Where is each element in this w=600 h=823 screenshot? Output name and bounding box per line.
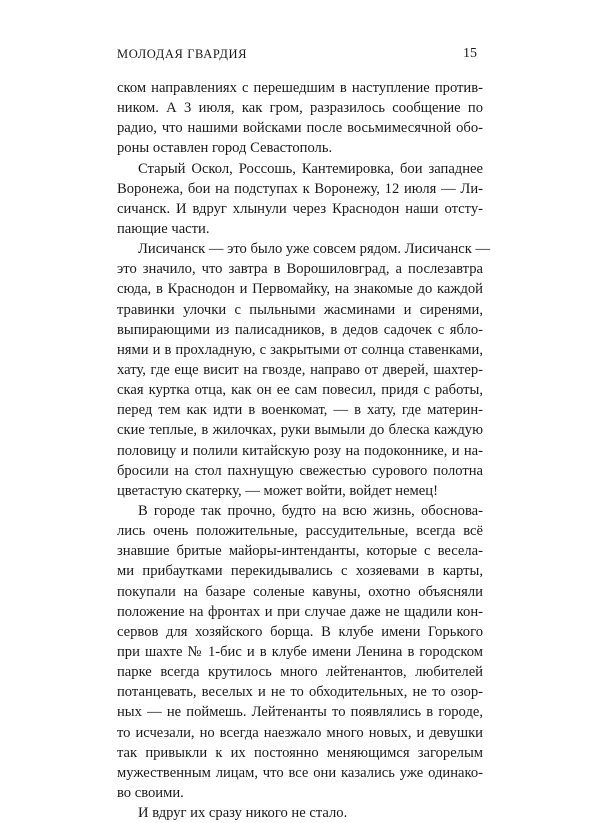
text-line: во своими. <box>117 784 184 801</box>
text-line: парке всегда крутилось много лейтенантов, любителей <box>117 664 483 681</box>
text-line: ском направлениях с перешедшим в наступление против- <box>117 80 483 96</box>
running-head-title: МОЛОДАЯ ГВАРДИЯ <box>117 47 248 61</box>
text-line: ных — не поймешь. Лейтенанты то появлялись в городе, <box>117 704 483 721</box>
text-line: пающие части. <box>117 220 210 237</box>
text-line: цветастую скатерку, — может войти, войдет немец! <box>117 482 438 499</box>
paragraph-4 <box>117 501 483 803</box>
text-line: потанцевать, веселых и не то обходительных, не то озор- <box>117 684 483 701</box>
text-line: сюда, в Краснодон и Первомайку, на знакомые до каждой <box>117 281 483 298</box>
text-line: при шахте № 1-бис и в клубе имени Ленина в городском <box>117 643 483 660</box>
text-line: ская куртка отца, как он ее сам повесил, придя с работы, <box>117 382 483 399</box>
text-line: В городе так прочно, будто на всю жизнь, обоснова- <box>138 502 483 519</box>
page-number: 15 <box>463 46 477 61</box>
text-line: Воронежа, бои на подступах к Воронежу, 12 июля — Ли- <box>117 180 483 197</box>
text-line: мужественным лицам, что все они казались уже одинако- <box>117 764 483 781</box>
text-line: хату, где еще висит на гвозде, направо от дверей, шахтер- <box>117 361 483 378</box>
text-line: сичанск. И вдруг хлынули через Краснодон наши отсту- <box>117 200 483 217</box>
text-line: сервов для хозяйского борща. В клубе имени Горького <box>117 623 483 640</box>
text-line: бросили на стол пахнущую свежестью сурового полотна <box>117 462 483 479</box>
text-line: то исчезали, но всегда наезжало много новых, и девушки <box>117 724 483 741</box>
paragraph-3 <box>117 239 491 501</box>
text-line: ми прибаутками перекидывались с хозяевами в карты, <box>117 563 483 580</box>
text-line: роны оставлен город Севастополь. <box>117 140 333 157</box>
text-line: покупали на базаре соленые кавуны, охотно объясняли <box>117 583 483 600</box>
text-line: половицу и полили китайскую розу на подоконнике, и на- <box>117 442 483 459</box>
text-line: И вдруг их сразу никого не стало. <box>138 805 348 822</box>
text-line: так привыкли к их постоянно меняющимся загорелым <box>117 744 483 761</box>
text-line: выпирающими из палисадников, в дедов садочек с ябло- <box>117 321 483 338</box>
paragraph-5 <box>117 803 483 823</box>
text-line: перед тем как идти в военкомат, — в хату, где материн- <box>117 402 483 419</box>
text-line: Лисичанск — это было уже совсем рядом. Лисичанск — <box>138 241 491 258</box>
text-line: знавшие бритые майоры-интенданты, которые с весела- <box>117 543 483 560</box>
text-line: ские теплые, в жилочках, руки вымыли до блеска каждую <box>117 422 483 439</box>
paragraph-1 <box>117 78 483 159</box>
text-line: ником. А 3 июля, как гром, разразилось сообщение по <box>117 100 483 117</box>
text-line: радио, что нашими войсками после восьмимесячной обо- <box>117 120 483 137</box>
text-line: лись очень положительные, рассудительные, всегда всё <box>117 523 483 540</box>
text-line: нями и в прохладную, с закрытыми от солнца ставенками, <box>117 341 483 358</box>
text-line: это значило, что завтра в Ворошиловград, а послезавтра <box>117 261 483 278</box>
text-line: Старый Оскол, Россошь, Кантемировка, бои западнее <box>138 160 483 177</box>
body-text <box>117 78 491 823</box>
text-line: положение на фронтах и при случае даже не щадили кон- <box>117 603 483 620</box>
paragraph-2 <box>117 159 483 240</box>
text-line: травинки улочки с пыльными жасминами и сиренями, <box>117 301 483 318</box>
